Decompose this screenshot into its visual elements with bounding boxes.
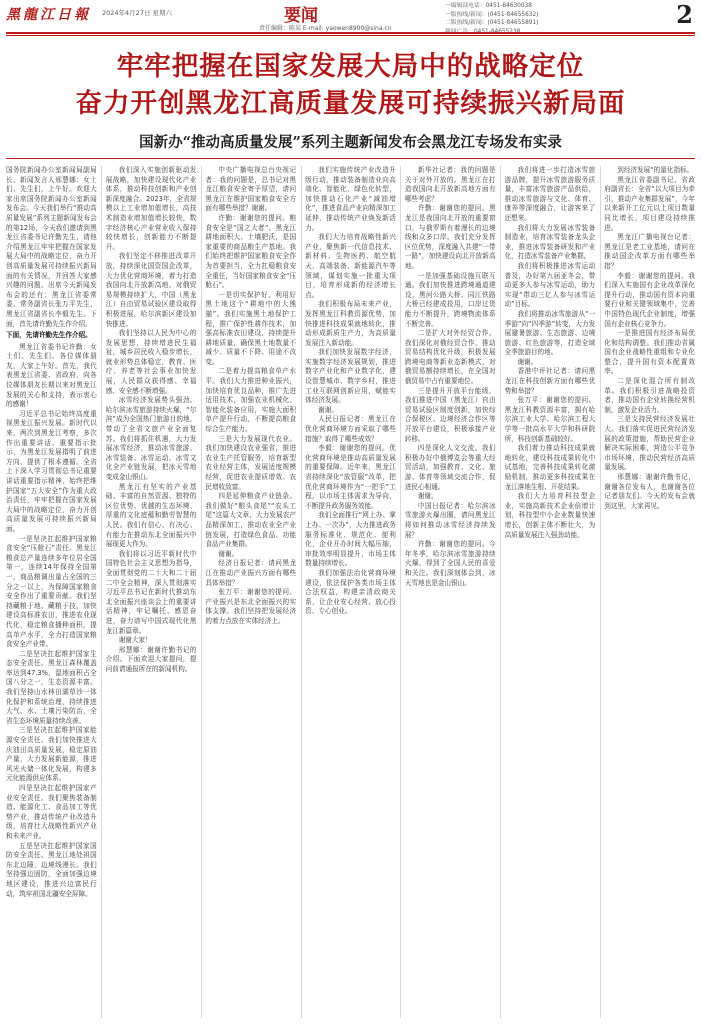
text-column <box>205 166 296 1018</box>
column-divider <box>101 166 102 1018</box>
issue-date: 2024年4月27日 星期六 <box>102 9 173 17</box>
article-paragraph: 我们将积极推进冰雪运动普及，办好第九届亚冬会，带动更多人参与冰雪运动，助力实现“带动三亿人参与冰雪运动”目标。 <box>504 261 596 309</box>
article-paragraph: 谢谢。 <box>417 492 438 501</box>
article-paragraph: 三是提升开放平台能级。我们推进中国（黑龙江）自由贸易试验区制度创新，加快综合保税区、边境经济合作区等开放平台建设，积极承接产业转移。 <box>404 386 496 443</box>
article-paragraph: 四是延伸粮食产业链条。我们做好“粮头食尾”“农头工尾”这篇大文章，大力发展农产品精深加工，推动农业全产业链发展，打造绿色食品、功能食品产业集群。 <box>205 492 297 549</box>
article-paragraph: 三是支持民营经济发展壮大。我们落实促进民营经济发展的政策措施，帮助民营企业解决实际困难，营造公平竞争市场环境，推动民营经济高质量发展。 <box>604 415 695 472</box>
article-paragraph: 我们坚持以人民为中心的发展思想，持续增进民生福祉，城乡居民收入稳步增长，就业形势总体稳定，教育、医疗、养老等社会事业加快发展，人民群众获得感、幸福感、安全感不断增强。 <box>105 329 197 395</box>
article-paragraph: 许勤：谢谢您的提问。黑龙江是我国向北开放的重要窗口，与俄罗斯有着漫长的边境线和众多口岸。我们充分发挥区位优势，深度融入共建“一带一路”，加快建设向北开放新高地。 <box>404 204 496 270</box>
article-paragraph: 谢谢。 <box>318 405 338 414</box>
masthead <box>6 0 695 32</box>
text-column <box>106 166 197 1018</box>
article-paragraph: 我们积极布局未来产业，发挥黑龙江科教资源优势，加快推进科技成果就地转化，推动形成新质生产力，为高质量发展注入新动能。 <box>305 300 396 347</box>
headline-line-1: 牢牢把握在国家发展大局中的战略定位 <box>116 51 585 82</box>
article-paragraph: 一是加强基础设施互联互通。我们加快推进跨境通道建设，黑河公路大桥、同江铁路大桥已经建成投用，口岸过货能力不断提升，跨境物流体系不断完善。 <box>404 271 496 328</box>
article-paragraph: 邢慧娜：谢谢许勤书记的介绍。下面欢迎大家提问，提问前请通报所在的新闻机构。 <box>105 645 197 673</box>
article-paragraph: 我们大力培育科技型企业，实施高新技术企业倍增计划，科技型中小企业数量快速增长，创新主体不断壮大，为高质量发展注入强劲动能。 <box>504 492 596 539</box>
article-paragraph: 冰雪经济发展势头强劲。哈尔滨冰雪旅游持续火爆，“尔滨”成为全国热门旅游目的地，带动了全省文旅产业全面复苏。我们将抓住机遇，大力发展冰雪经济，推动冰雪旅游、冰雪装备、冰雪运动、冰雪文化全产业链发展，把冰天雪地变成金山银山。 <box>105 396 197 481</box>
article-paragraph: 张万平：谢谢您的提问。产业振兴是东北全面振兴的实体支撑。我们坚持把发展经济的着力点放在实体经济上。 <box>205 588 297 625</box>
article-paragraph: 张万平：谢谢您的提问。黑龙江科教资源丰富，拥有哈尔滨工业大学、哈尔滨工程大学等一批高水平大学和科研院所，科技创新基础较好。 <box>504 396 596 443</box>
article-paragraph: 人民日报记者：黑龙江在优化营商环境方面采取了哪些措施？取得了哪些成效？ <box>305 415 396 443</box>
editor-contact: 责任编辑：陈某 E-mail: yaowen8900@sina.cn <box>259 25 392 32</box>
column-divider <box>600 166 601 1018</box>
article-paragraph: 四是深化人文交流。我们积极办好中俄博览会等重大经贸活动，加强教育、文化、旅游、体育等领域交流合作，促进民心相通。 <box>404 444 496 491</box>
section-subheading: 下面，先请许勤先生作介绍。 <box>6 331 92 340</box>
contact-line: 一版热线/新闻：(0451-84655632) <box>445 11 539 18</box>
article-paragraph: 新华社记者：我的问题是关于对外开放的。黑龙江在打造我国向北开放新高地方面有哪些考虑？ <box>404 166 496 203</box>
article-paragraph: 二是扩大对外经贸合作。我们深化对俄经贸合作，推动贸易结构优化升级，积极发展跨境电商等新业态新模式，对俄贸易额持续增长，在全国对俄贸易中占有重要地位。 <box>404 329 496 386</box>
page-number: 2 <box>676 0 693 29</box>
article-paragraph: 邢慧娜：谢谢许勤书记，谢谢各位发布人，也谢谢各位记者朋友们。今天的发布会就到这里，大家再见。 <box>604 473 695 510</box>
article-paragraph: 二是坚决扛起维护国家生态安全责任。黑龙江森林覆盖率达到47.3%，湿地面积占全国八分之一，生态资源丰富。我们坚持山水林田湖草沙一体化保护和系统治理，持续推进大气、水、土壤污染防治，全省生态环境质量持续改善。 <box>6 649 97 725</box>
article-paragraph: 黑龙江省委书记许勤：女士们、先生们、各位媒体朋友，大家上午好。首先，我代表黑龙江省委、省政府，向各位媒体朋友长期以来对黑龙江发展的关心和支持，表示衷心的感谢！ <box>6 342 97 409</box>
article-paragraph: 习近平总书记始终高度重视黑龙江振兴发展。新时代以来，两次到黑龙江考察，多次作出重要讲话、重要指示批示，为黑龙江发展指明了前进方向、提供了根本遵循。全省上下深入学习贯彻总书记重要讲话重要指示精神，始终把维护国家“五大安全”作为重大政治责任，牢牢把握在国家发展大局中的战略定位，奋力开创高质量发展可持续振兴新局面。 <box>6 409 97 533</box>
text-column <box>505 166 596 1018</box>
contact-line: 二版热线/新闻：(0451-84655891) <box>445 20 539 27</box>
article-paragraph: 经济日报记者：请问黑龙江在推动产业振兴方面有哪些具体举措？ <box>205 559 297 587</box>
article-paragraph: 一是推进国有经济布局优化和结构调整。我们推动省属国有企业战略性重组和专业化整合，提升国有资本配置效率。 <box>604 329 695 376</box>
text-column <box>405 166 496 1018</box>
article-paragraph: 国务院新闻办公室新闻局副局长、新闻发言人邢慧娜：女士们、先生们，上午好。欢迎大家出席国务院新闻办公室新闻发布会。今天我们举行“推动高质量发展”系列主题新闻发布会的第12场，今天我们邀请到黑龙江省委书记许勤先生，请他介绍黑龙江牢牢把握在国家发展大局中的战略定位，奋力开创高质量发展可持续振兴新局面的有关情况，并回答大家感兴趣的问题。出席今天新闻发布会的还有：黑龙江省委常委、常务副省长张万平先生，黑龙江省副省长李毅先生。下面，首先请许勤先生作介绍。 <box>6 166 97 328</box>
masthead-rule <box>6 32 695 34</box>
article-paragraph: 谢谢。 <box>517 357 538 366</box>
article-paragraph: 五是坚决扛起维护国家国防安全责任。黑龙江地处祖国东北边陲，边境线漫长。我们坚持强边固防，全面加强边境地区建设，推进兴边富民行动，筑牢祖国北疆安全屏障。 <box>6 841 97 898</box>
article-paragraph: 中国日报记者：哈尔滨冰雪旅游火爆出圈，请问黑龙江将如何推动冰雪经济持续发展？ <box>404 501 496 539</box>
article-paragraph: 黑龙江广播电视台记者：黑龙江是老工业基地，请问在推动国企改革方面有哪些举措？ <box>604 233 695 270</box>
headline-line-2: 奋力开创黑龙江高质量发展可持续振兴新局面 <box>75 88 626 119</box>
masthead-rule-thin <box>6 35 695 36</box>
column-divider <box>400 166 401 1018</box>
article-paragraph: 一是坚决扛起维护国家粮食安全“压舱石”责任。黑龙江粮食总产量连续多年位居全国第一，连续14年保持全国第一，商品粮调出量占全国的三分之一以上，为保障国家粮食安全作出了重要贡献。我们坚持藏粮于地、藏粮于技，加快建设高标准农田，推进农业现代化，稳定粮食播种面积，提高单产水平，全力打造国家粮食安全产业带。 <box>6 534 97 649</box>
text-column <box>604 166 695 1018</box>
text-column <box>305 166 396 1018</box>
section-title: 要闻 <box>284 6 318 26</box>
article-paragraph: 许勤：谢谢您的提问。粮食安全是“国之大者”。黑龙江耕地面积大、土壤肥沃，是国家重要的商品粮生产基地。我们始终把维护国家粮食安全作为首要担当，全力扛稳粮食安全重任，当好国家粮食安全“压舱石”。 <box>205 213 297 290</box>
article-body <box>6 166 695 1018</box>
newspaper-logo: 黑龍江日報 <box>6 7 91 23</box>
article-paragraph: 香港中评社记者：请问黑龙江在科技创新方面有哪些优势和举措？ <box>504 367 596 395</box>
subheadline: 国新办“推动高质量发展”系列主题新闻发布会黑龙江专场发布实录 <box>139 134 562 151</box>
article-paragraph: 我们全面推行“网上办、掌上办、一次办”，大力推进政务服务标准化、规范化、便利化，企业开办时间大幅压缩，审批效率明显提升，市场主体数量持续增长。 <box>305 511 396 568</box>
article-paragraph: 三是大力发展现代农业。我们加快建设农业强省，推进农业生产托管服务，培育新型农业经营主体，发展适度规模经营，促进农业提质增效、农民增收致富。 <box>205 434 297 491</box>
article-paragraph: 我们将进一步打造冰雪旅游品牌，提升冰雪旅游服务质量，丰富冰雪旅游产品供给，推动冰雪旅游与文化、体育、康养等深度融合，让游客来了还想来。 <box>504 166 596 222</box>
article-paragraph: 二是着力提高粮食单产水平。我们大力推进种业振兴，加快培育优良品种，推广先进适用技术，加强农业机械化、智能化装备应用，实施大面积单产提升行动，不断提高粮食综合生产能力。 <box>205 367 297 434</box>
article-paragraph: 我们着力推动科技成果就地转化，建设科技成果转化中试基地，完善科技成果转化激励机制，推动更多科技成果在龙江落地生根、开花结果。 <box>504 444 596 491</box>
article-paragraph: 我们加强法治化营商环境建设，依法保护各类市场主体合法权益，构建亲清政商关系，让企业安心经营、放心投资、专心创业。 <box>305 568 396 616</box>
column-divider <box>201 166 202 1018</box>
article-paragraph: 我们实施传统产业改造升级行动，推动装备制造业向高端化、智能化、绿色化转型，加快推动石化产业“减油增化”，推进食品产业向精深加工延伸，推动传统产业焕发新活力。 <box>305 166 396 232</box>
article-paragraph: 四是坚决扛起维护国家产业安全责任。我们聚焦装备制造、能源化工、食品加工等优势产业，推动传统产业改造升级，培育壮大战略性新兴产业和未来产业。 <box>6 784 97 840</box>
article-paragraph: 二是深化混合所有制改革。我们积极引进战略投资者，推动国有企业转换经营机制，激发企业活力。 <box>604 377 695 414</box>
column-divider <box>500 166 501 1018</box>
article-paragraph: 我们将大力发展冰雪装备制造业，培育冰雪装备龙头企业，推进冰雪装备研发和产业化，打造冰雪装备产业集群。 <box>504 223 596 261</box>
article-paragraph: 谢谢大家！ <box>118 636 152 645</box>
article-paragraph: 一是切实保护好、利用好黑土地这个“耕地中的大熊猫”。我们实施黑土地保护工程，推广保护性耕作技术，加强高标准农田建设，持续提升耕地质量，确保黑土地数量不减少、质量不下降、用途不改变。 <box>205 290 297 366</box>
article-paragraph: 三是坚决扛起维护国家能源安全责任。我们加快推进大庆油田高质量发展，稳定原油产量，大力发展新能源，推进风光火储一体化发展，构建多元化能源供应体系。 <box>6 726 97 783</box>
article-paragraph: 黑龙江有坚实的产业基础、丰富的自然资源、独特的区位优势、优越的生态环境、厚重的文化底蕴和勤劳智慧的人民。我们有信心、有决心、有能力在推动东北全面振兴中展现更大作为。 <box>105 482 197 549</box>
article-paragraph: 我们坚定不移推进改革开放，持续深化国资国企改革，大力优化营商环境，着力打造我国向北开放新高地。对俄贸易规模持续扩大，中国（黑龙江）自由贸易试验区建设取得积极进展，哈尔滨新区建设加快推进。 <box>105 252 197 328</box>
article-paragraph: 我们深入实施创新驱动发展战略，加快建设现代化产业体系，推动科技创新和产业创新深度融合。2023年，全省规模以上工业增加值增长，高技术制造业增加值增长较快，数字经济核心产业营业收入保持较快增长，创新能力不断提升。 <box>105 166 197 251</box>
text-column <box>6 166 97 1018</box>
article-paragraph: 我们加快发展数字经济，实施数字经济发展规划，推进数字产业化和产业数字化，建设智慧城市、数字乡村，推进工业互联网创新应用，赋能实体经济发展。 <box>305 348 396 405</box>
article-paragraph: 黑龙江省委副书记、省政府副省长：全省“以大项目为牵引，推动产业集群发展”，今年以来新开工亿元以上项目数量同比增长，项目建设持续推进。 <box>604 175 695 232</box>
article-paragraph: 我们将推动冰雪旅游从“一季游”向“四季游”转变，大力发展避暑旅游、生态旅游、边境旅游、红色旅游等，打造全域全季旅游目的地。 <box>504 309 596 357</box>
article-paragraph: 李毅：谢谢您的提问。优化营商环境是推动高质量发展的重要保障。近年来，黑龙江省持续深化“放管服”改革，把优化营商环境作为“一把手”工程，以市场主体需求为导向，不断提升政务服务效能。 <box>305 444 396 510</box>
article-paragraph: 我们大力培育战略性新兴产业，聚焦新一代信息技术、新材料、生物医药、航空航天、高端装备、新能源汽车等领域，谋划实施一批重大项目，培育形成新的经济增长点。 <box>305 233 396 299</box>
contact-line: 一编辑部电话：0451-84630038 <box>445 3 532 9</box>
headline-block <box>0 52 701 152</box>
article-paragraph: 谢谢。 <box>218 549 239 558</box>
article-paragraph: 中央广播电视总台央视记者：我的问题是，总书记对黑龙江粮食安全寄予厚望，请问黑龙江在维护国家粮食安全方面有哪些举措？谢谢。 <box>205 166 297 213</box>
article-paragraph: 许勤：谢谢您的提问。今年冬季，哈尔滨冰雪旅游持续火爆，得到了全国人民的喜爱和关注。我们深刻体会到，冰天雪地也是金山银山。 <box>404 540 496 587</box>
column-divider <box>301 166 302 1018</box>
article-paragraph: 李毅：谢谢您的提问。我们深入实施国有企业改革深化提升行动，推动国有资本向重要行业和关键领域集中，完善中国特色现代企业制度，增强国有企业核心竞争力。 <box>604 271 695 328</box>
article-paragraph: 我们将以习近平新时代中国特色社会主义思想为指导，全面贯彻党的二十大和二十届二中全会精神，深入贯彻落实习近平总书记在新时代推动东北全面振兴座谈会上的重要讲话精神，牢记嘱托、感恩奋进，奋力谱写中国式现代化黑龙江新篇章。 <box>105 549 197 635</box>
headline-rule <box>6 158 695 159</box>
article-paragraph: 到经济发展“的量化指标。 <box>617 166 694 174</box>
